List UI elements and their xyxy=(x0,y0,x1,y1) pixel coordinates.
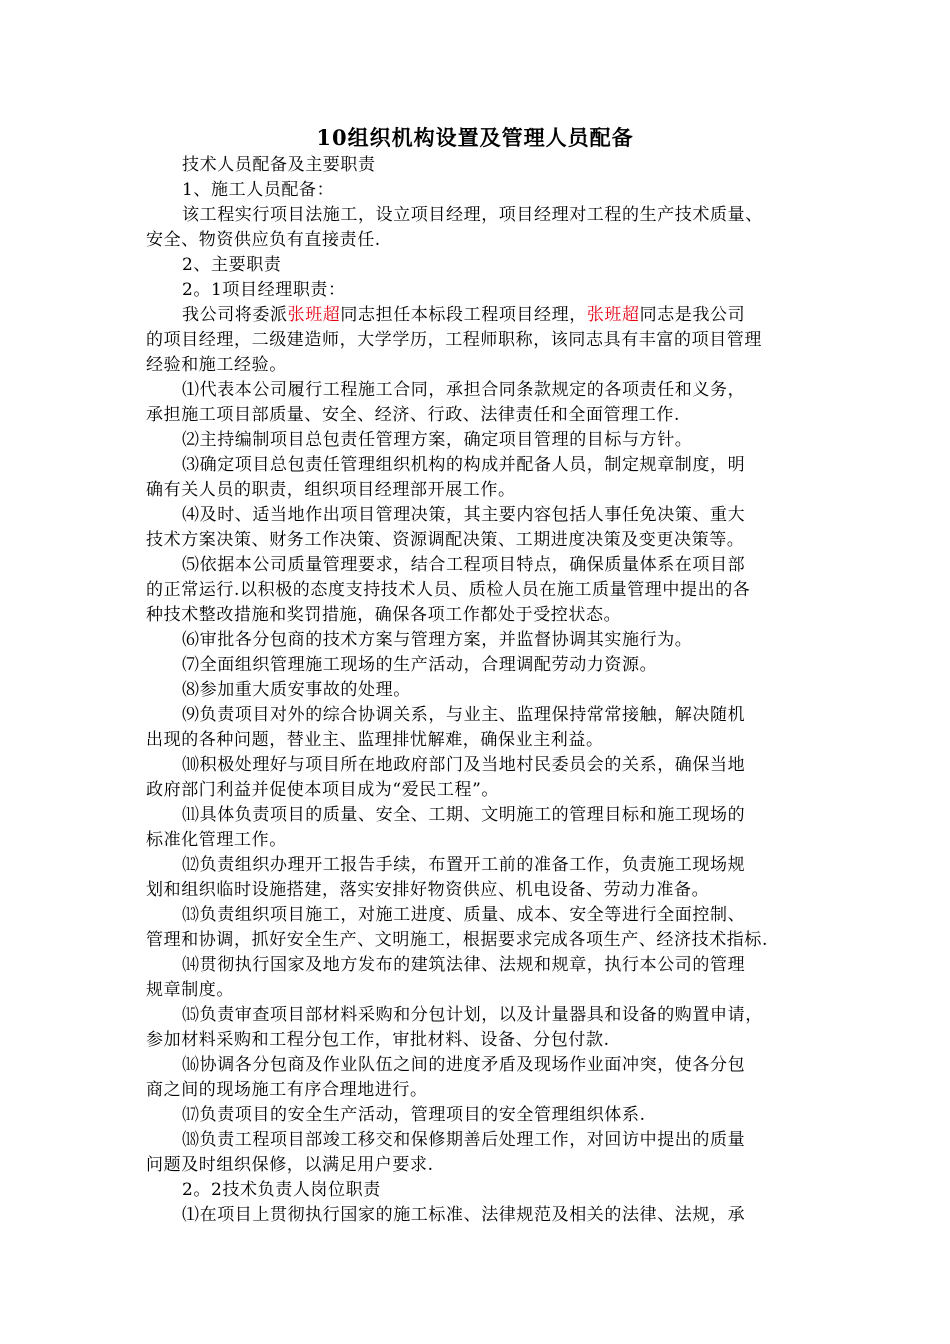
text-line: 的项目经理，二级建造师，大学学历，工程师职称，该同志具有丰富的项目管理 xyxy=(146,330,762,350)
duty-item-3 xyxy=(146,453,806,503)
text-line: 划和组织临时设施搭建，落实安排好物资供应、机电设备、劳动力准备。 xyxy=(146,880,710,900)
duty-item-14 xyxy=(146,953,806,1003)
duty-item-7 xyxy=(146,653,806,678)
text-line: ⑶确定项目总包责任管理组织机构的构成并配备人员，制定规章制度，明 xyxy=(182,455,746,475)
duty-item-13 xyxy=(146,903,806,953)
text-line: 标准化管理工作。 xyxy=(146,830,287,850)
text-line: 2、主要职责 xyxy=(182,255,282,275)
text-line: ⑻参加重大质安事故的处理。 xyxy=(182,680,411,700)
text-line: ⒂负责审查项目部材料采购和分包计划，以及计量器具和设备的购置申请， xyxy=(182,1005,763,1025)
duty-item-4 xyxy=(146,503,806,553)
text-line: ⑵主持编制项目总包责任管理方案，确定项目管理的目标与方针。 xyxy=(182,430,693,450)
text-line: ⑿负责组织办理开工报告手续，布置开工前的准备工作，负责施工现场规 xyxy=(182,855,746,875)
text-line: ⒁贯彻执行国家及地方发布的建筑法律、法规和规章，执行本公司的管理 xyxy=(182,955,746,975)
duty-item-15 xyxy=(146,1003,806,1053)
text-line: ⑷及时、适当地作出项目管理决策，其主要内容包括人事任免决策、重大 xyxy=(182,505,746,525)
duty-item-8 xyxy=(146,678,806,703)
manager-name-highlight: 张班超 xyxy=(586,305,640,325)
duty-item-6 xyxy=(146,628,806,653)
text-line: 技术人员配备及主要职责 xyxy=(182,155,376,175)
document-body xyxy=(146,153,806,1228)
paragraph-duties-heading xyxy=(146,253,806,278)
text-line: 技术方案决策、财务工作决策、资源调配决策、工期进度决策及变更决策等。 xyxy=(146,530,745,550)
text-line: ⒅负责工程项目部竣工移交和保修期善后处理工作，对回访中提出的质量 xyxy=(182,1130,746,1150)
text-line: 政府部门利益并促使本项目成为“爱民工程”。 xyxy=(146,780,499,800)
paragraph-tech-lead-heading xyxy=(146,1178,806,1203)
text-line: 规章制度。 xyxy=(146,980,234,1000)
text-line: 经验和施工经验。 xyxy=(146,355,287,375)
text-line: ⑼负责项目对外的综合协调关系，与业主、监理保持常常接触，解决随机 xyxy=(182,705,746,725)
text-line: 该工程实行项目法施工，设立项目经理，项目经理对工程的生产技术质量、 xyxy=(182,205,763,225)
text-line: 2。2技术负责人岗位职责 xyxy=(182,1180,381,1200)
duty-item-10 xyxy=(146,753,806,803)
text-line: ⒄负责项目的安全生产活动，管理项目的安全管理组织体系. xyxy=(182,1105,646,1125)
paragraph-section-heading xyxy=(146,153,806,178)
duty-item-1 xyxy=(146,378,806,428)
text-line: ⒃协调各分包商及作业队伍之间的进度矛盾及现场作业面冲突，使各分包 xyxy=(182,1055,746,1075)
text-line: ⑺全面组织管理施工现场的生产活动，合理调配劳动力资源。 xyxy=(182,655,658,675)
text-line: ⒀负责组织项目施工，对施工进度、质量、成本、安全等进行全面控制、 xyxy=(182,905,746,925)
duty-item-9 xyxy=(146,703,806,753)
text-line: ⑽积极处理好与项目所在地政府部门及当地村民委员会的关系，确保当地 xyxy=(182,755,746,775)
text-line: 安全、物资供应负有直接责任. xyxy=(146,230,381,250)
text-line: 种技术整改措施和奖罚措施，确保各项工作都处于受控状态。 xyxy=(146,605,622,625)
text-line: ⑾具体负责项目的质量、安全、工期、文明施工的管理目标和施工现场的 xyxy=(182,805,746,825)
text-line: 问题及时组织保修，以满足用户要求. xyxy=(146,1155,434,1175)
text-line: 2。1项目经理职责： xyxy=(182,280,346,300)
text-line xyxy=(146,303,806,328)
text-line: 1、施工人员配备： xyxy=(182,180,335,200)
duty-item-5 xyxy=(146,553,806,628)
text-line: ⑴代表本公司履行工程施工合同，承担合同条款规定的各项责任和义务， xyxy=(182,380,746,400)
duty-item-12 xyxy=(146,853,806,903)
text-line: ⑹审批各分包商的技术方案与管理方案，并监督协调其实施行为。 xyxy=(182,630,693,650)
manager-name-highlight: 张班超 xyxy=(287,305,341,325)
paragraph-pm-appointment xyxy=(146,303,806,378)
duty-item-11 xyxy=(146,803,806,853)
paragraph-staffing-body xyxy=(146,203,806,253)
tech-duty-item-1 xyxy=(146,1203,806,1228)
paragraph-staffing-heading xyxy=(146,178,806,203)
duty-item-2 xyxy=(146,428,806,453)
text-line: 承担施工项目部质量、安全、经济、行政、法律责任和全面管理工作. xyxy=(146,405,681,425)
text-line: 商之间的现场施工有序合理地进行。 xyxy=(146,1080,428,1100)
text-line: 出现的各种问题，替业主、监理排忧解难，确保业主利益。 xyxy=(146,730,604,750)
text-line: 的正常运行.以积极的态度支持技术人员、质检人员在施工质量管理中提出的各 xyxy=(146,580,751,600)
text-line: 管理和协调，抓好安全生产、文明施工，根据要求完成各项生产、经济技术指标. xyxy=(146,930,769,950)
text-line: ⑸依据本公司质量管理要求，结合工程项目特点，确保质量体系在项目部 xyxy=(182,555,746,575)
text-line: 确有关人员的职责，组织项目经理部开展工作。 xyxy=(146,480,516,500)
document-title: 10组织机构设置及管理人员配备 xyxy=(316,125,634,150)
text-line: 参加材料采购和工程分包工作，审批材料、设备、分包付款. xyxy=(146,1030,610,1050)
appointment-text: 我公司将委派 xyxy=(182,305,288,325)
text-line: ⑴在项目上贯彻执行国家的施工标准、法律规范及相关的法律、法规，承 xyxy=(182,1205,746,1225)
duty-item-16 xyxy=(146,1053,806,1103)
appointment-text: 同志是我公司 xyxy=(639,305,746,325)
appointment-text: 同志担任本标段工程项目经理， xyxy=(340,305,587,325)
duty-item-17 xyxy=(146,1103,806,1128)
paragraph-pm-heading xyxy=(146,278,806,303)
duty-item-18 xyxy=(146,1128,806,1178)
